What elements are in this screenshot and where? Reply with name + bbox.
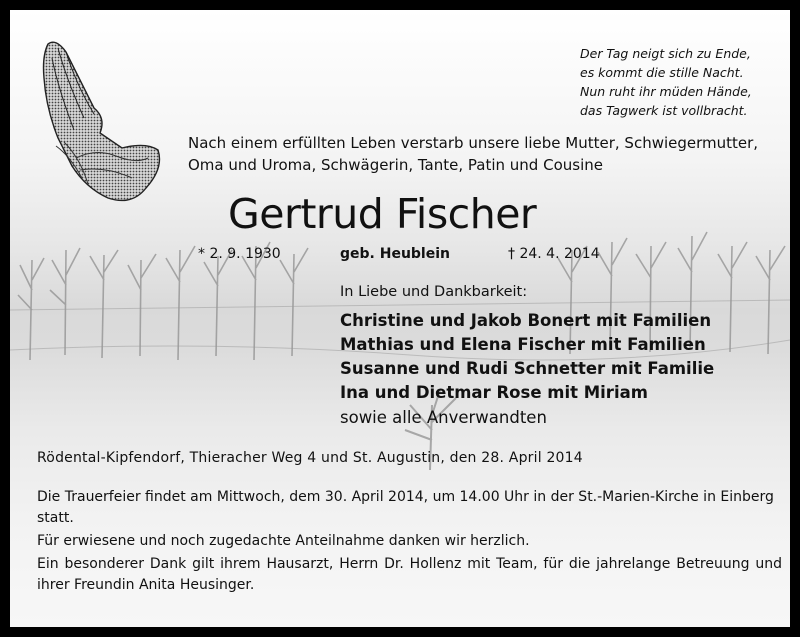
mourner-line: Susanne und Rudi Schnetter mit Familie	[340, 359, 715, 378]
maiden-name: geb. Heublein	[340, 246, 450, 262]
mourner-line: Christine und Jakob Bonert mit Familien	[340, 311, 712, 330]
location-date: Rödental-Kipfendorf, Thieracher Weg 4 und St. Augustin, den 28. April 2014	[37, 450, 583, 466]
funeral-text: Die Trauerfeier findet am Mittwoch, dem 30. April 2014, um 14.00 Uhr in der St.-Marien-Kirche in Einberg statt.	[37, 489, 774, 526]
special-thanks-text: Ein besonderer Dank gilt ihrem Hausarzt, Herrn Dr. Hollenz mit Team, für die jahrelange Betreuung und ihrer Freundin Anita Heusinger.	[37, 556, 782, 593]
mourners-list	[340, 309, 714, 405]
thanks-text: Für erwiesene und noch zugedachte Anteilnahme danken wir herzlich.	[37, 533, 530, 549]
poem-line: Der Tag neigt sich zu Ende,	[580, 46, 751, 61]
intro-text	[188, 132, 788, 176]
funeral-info	[37, 487, 782, 596]
intro-line: Nach einem erfüllten Leben verstarb unsere liebe Mutter, Schwiegermutter,	[188, 134, 759, 152]
praying-hands-icon	[36, 38, 166, 210]
birth-date: * 2. 9. 1930	[198, 246, 281, 262]
poem	[580, 44, 790, 120]
poem-line: das Tagwerk ist vollbracht.	[580, 103, 748, 118]
death-date: † 24. 4. 2014	[508, 246, 600, 262]
mourners-intro: In Liebe und Dankbarkeit:	[340, 284, 528, 300]
mourner-line: Ina und Dietmar Rose mit Miriam	[340, 383, 648, 402]
deceased-name: Gertrud Fischer	[228, 190, 537, 238]
mourner-line: Mathias und Elena Fischer mit Familien	[340, 335, 706, 354]
relatives-line: sowie alle Anverwandten	[340, 408, 547, 427]
obituary-card	[10, 10, 790, 627]
poem-line: es kommt die stille Nacht.	[580, 65, 744, 80]
poem-line: Nun ruht ihr müden Hände,	[580, 84, 752, 99]
intro-line: Oma und Uroma, Schwägerin, Tante, Patin und Cousine	[188, 156, 603, 174]
